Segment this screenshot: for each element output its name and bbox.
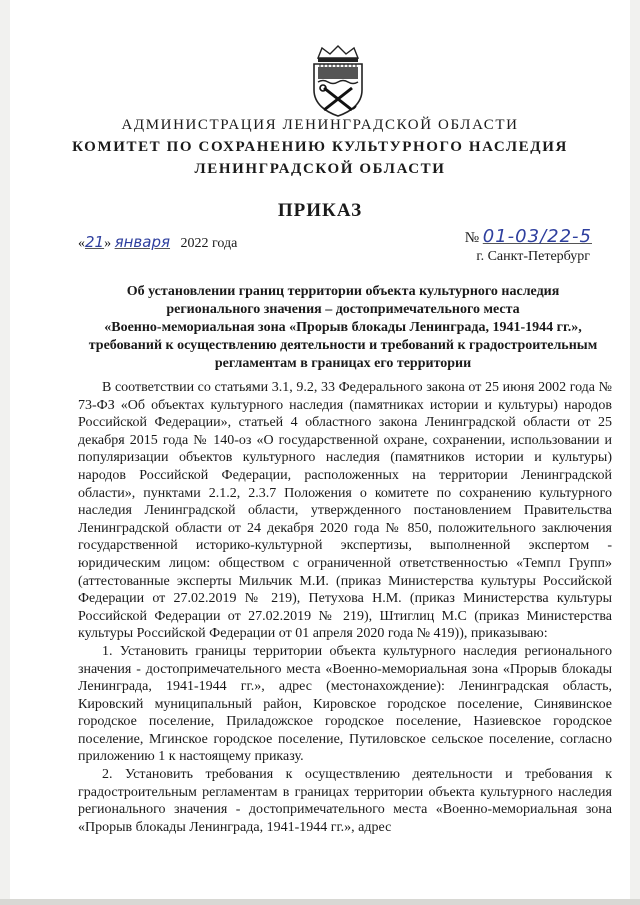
administration-name: АДМИНИСТРАЦИЯ ЛЕНИНГРАДСКОЙ ОБЛАСТИ [121,117,519,133]
subject-line: Об установлении границ территории объекта культурного наследия [126,284,560,299]
document-page [10,0,630,905]
document-header [10,114,630,180]
handwritten-day: 21 [85,233,105,251]
subject-line: «Военно-мемориальная зона «Прорыв блокады Ленинграда, 1941-1944 гг.», [104,320,582,335]
clause-1-paragraph: 1. Установить границы территории объекта культурного наследия регионального значения - достопримечательного места «Военно-мемориальная зона «Прорыв блокады Ленинграда, 1941-1944 гг.», адрес (местонахождение): Ленинградская область, Кировский муниципальный район, Кировское городское поселение, Синявинское городское поселение, Приладожское городское поселение, Назиевское городское поселение, Мгинское городское поселение, Путиловское сельское поселение, согласно приложению 1 к настоящему приказу. [78,643,612,765]
handwritten-number: 01-03/22-5 [482,226,592,247]
committee-region: ЛЕНИНГРАДСКОЙ ОБЛАСТИ [194,161,446,177]
committee-name: КОМИТЕТ ПО СОХРАНЕНИЮ КУЛЬТУРНОГО НАСЛЕДИЯ [72,139,568,155]
handwritten-month: января [114,233,171,251]
subject-line: регионального значения – достопримечательного места [166,302,520,317]
subject-line: требований к осуществлению деятельности и требований к градостроительным [88,338,598,353]
preamble-paragraph: В соответствии со статьями 3.1, 9.2, 33 Федерального закона от 25 июня 2002 года № 73-ФЗ «Об объектах культурного наследия (памятниках истории и культуры) народов Российской Федерации», статьей 4 областного закона Ленинградской области от 25 декабря 2015 года № 140-оз «О государственной охране, сохранении, использовании и популяризации объектов культурного наследия (памятников истории и культуры) народов Российской Федерации, расположенных на территории Ленинградской области», пунктами 2.1.2, 2.3.7 Положения о комитете по сохранению культурного наследия Ленинградской области, утвержденного постановлением Правительства Ленинградской области от 24 декабря 2020 года № 850, положительного заключения государственной историко-культурной экспертизы, выполненной экспертом - юридическим лицом: обществом с ограниченной ответственностью «Темпл Групп» (аттестованные эксперты Мильчик М.И. (приказ Министерства культуры Российской Федерации от 27.02.2019 № 219), Петухова Н.М. (приказ Министерства культуры Российской Федерации от 27.02.2019 № 219), Штиглиц М.С (приказ Министерства культуры Российской Федерации от 01 апреля 2020 года № 419)), приказываю: [78,380,612,642]
order-city: г. Санкт-Петербург [476,249,590,264]
order-body [78,379,612,836]
document-type-title: ПРИКАЗ [277,200,363,221]
order-number: № 01-03/22-5 [464,226,592,247]
scan-edge [0,899,640,905]
order-subject [80,283,606,373]
clause-2-paragraph: 2. Установить требования к осуществлению деятельности и требования к градостроительным регламентам в границах территории объекта культурного наследия регионального значения - достопримечательного места «Военно-мемориальная зона «Прорыв блокады Ленинграда, 1941-1944 гг.», адрес [78,767,612,835]
order-year: 2022 года [180,236,238,251]
subject-line: регламентам в границах его территории [214,356,472,371]
order-date: «21» января 2022 года [78,233,238,251]
coat-of-arms-icon [308,44,368,118]
